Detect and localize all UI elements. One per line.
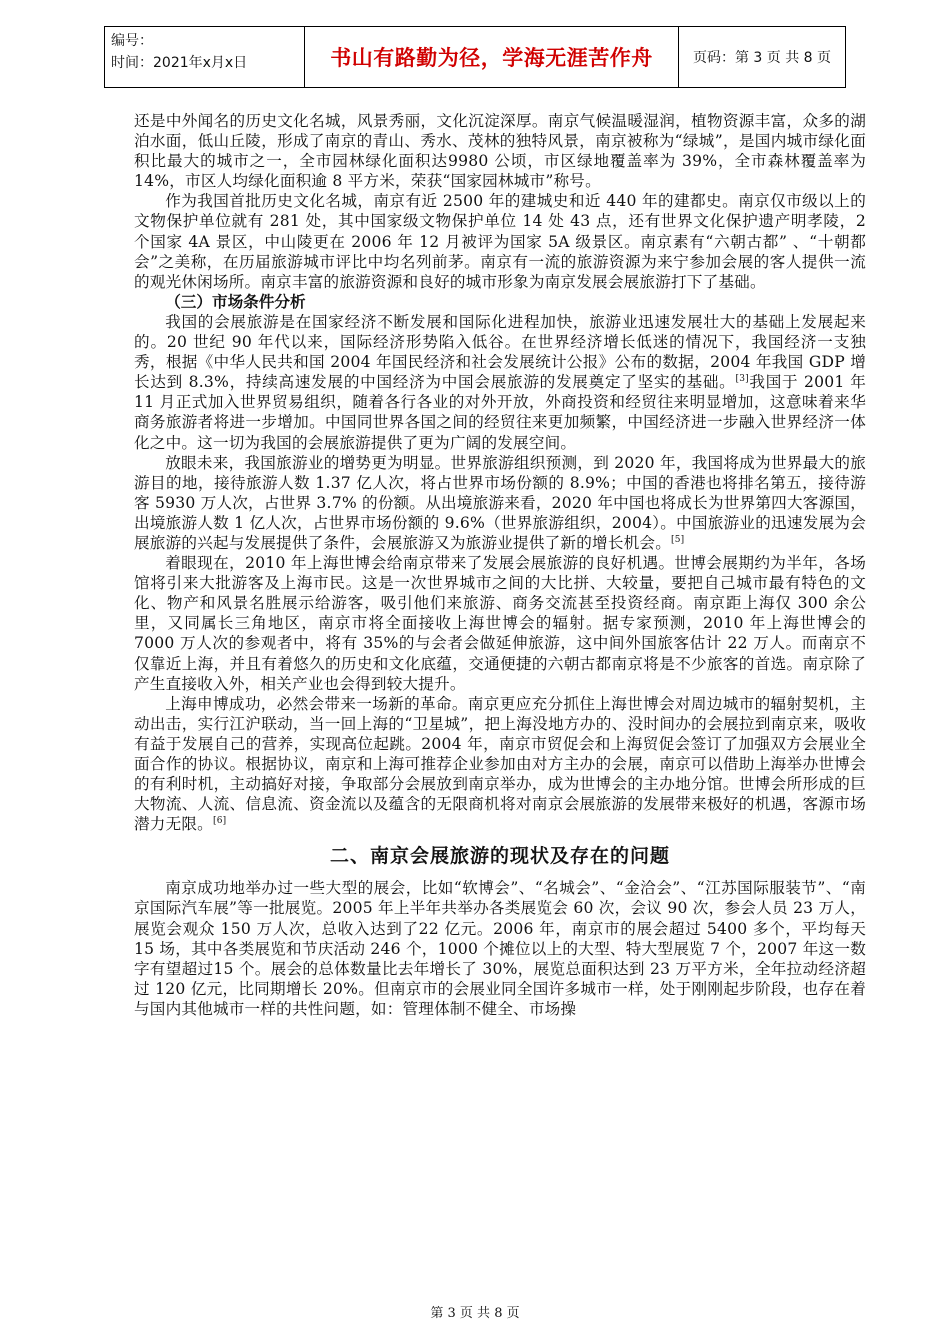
- paragraph-3-part-b: 我国于 2001 年 11 月正式加入世界贸易组织，随着各行各业的对外开放，外商投资和经贸往来明显增加，这意味着来华商务旅游者将进一步增加。中国同世界各国之间的经贸往来更加频繁，中国经济进一步融入世界经济一体化之中。这一切为我国的会展旅游提供了更为广阔的发展空间。: [134, 373, 866, 452]
- paragraph-6-text: 上海申博成功，必然会带来一场新的革命。南京更应充分抓住上海世博会对周边城市的辐射契机，主动出击，实行江沪联动，当一回上海的“卫星城”，把上海没地方办的、没时间办的会展拉到南京来，吸收有益于发展自己的营养，实现高位起跳。2004 年，南京市贸促会和上海贸促会签订了加强双方会展业全面合作的协议。根据协议，南京和上海可推荐企业参加由对方主办的会展，南京可以借助上海举办世博会的有利时机，主动搞好对接，争取部分会展放到南京举办，成为世博会的主办地分馆。世博会所形成的巨大物流、人流、信息流、资金流以及蕴含的无限商机将对南京会展旅游的发展带来极好的机遇，客源市场潜力无限。: [134, 694, 866, 834]
- doc-number-label: 编号：: [111, 33, 153, 49]
- page-header: [104, 26, 846, 88]
- paragraph-5: 着眼现在，2010 年上海世博会给南京带来了发展会展旅游的良好机遇。世博会展期约为半年，各场馆将引来大批游客及上海市民。这是一次世界城市之间的大比拼、大较量，要把自己城市最有特色的文化、物产和风景名胜展示给游客，吸引他们来旅游、商务交流甚至投资经商。南京距上海仅 300 余公里，又同属长三角地区，南京市将全面接收上海世博会的辐射。据专家预测，2010 年上海世博会的 7000 万人次的参观者中，将有 35%的与会者会做延伸旅游，这中间外国旅客估计 22 万人。而南京不仅靠近上海，并且有着悠久的历史和文化底蕴，交通便捷的六朝古都南京将是不少旅客的首选。南京除了产生直接收入外，相关产业也会得到较大提升。: [134, 554, 866, 693]
- header-motto: 书山有路勤为径，学海无涯苦作舟: [305, 27, 679, 87]
- document-body: [134, 111, 866, 1019]
- paragraph-4-text: 放眼未来，我国旅游业的增势更为明显。世界旅游组织预测，到 2020 年，我国将成为世界最大的旅游目的地，接待旅游人数 1.37 亿人次，将占世界市场份额的 8.9%；中国的香港也将排名第五，接待游客 5930 万人次，占世界 3.7% 的份额。从出境旅游来看，2020 年中国也将成长为世界第四大客源国，出境旅游人数 1 亿人次，占世界市场份额的 9.6%（世界旅游组织，2004）。中国旅游业的迅速发展为会展旅游的兴起与发展提供了条件，会展旅游又为旅游业提供了新的增长机会。: [134, 453, 866, 552]
- paragraph-7: 南京成功地举办过一些大型的展会，比如“软博会”、“名城会”、“金洽会”、“江苏国际服装节”、“南京国际汽车展”等一批展览。2005 年上半年共举办各类展览会 60 次，会议 90 次，参会人员 23 万人，展览会观众 150 万人次，总收入达到了22 亿元。2006 年，南京市的展会超过 5400 多个，平均每天 15 场，其中各类展览和节庆活动 246 个，1000 个摊位以上的大型、特大型展览 7 个，2007 年这一数字有望超过15 个。展会的总体数量比去年增长了 30%，展览总面积达到 23 万平方米，全年拉动经济超过 120 亿元，比同期增长 20%。但南京市的会展业同全国许多城市一样，处于刚刚起步阶段，也存在着与国内其他城市一样的共性问题，如：管理体制不健全、市场操: [134, 879, 866, 1018]
- citation-5: [5]: [671, 534, 685, 545]
- paragraph-6: [134, 694, 866, 835]
- header-meta: [105, 27, 305, 87]
- citation-3: [3]: [735, 374, 749, 385]
- date-label: 时间：2021年x月x日: [111, 55, 248, 71]
- paragraph-4: [134, 453, 866, 553]
- header-page-label: 页码：第 3 页 共 8 页: [692, 50, 832, 66]
- paragraph-1: 还是中外闻名的历史文化名城，风景秀丽，文化沉淀深厚。南京气候温暖湿润，植物资源丰富，众多的湖泊水面，低山丘陵，形成了南京的青山、秀水、茂林的独特风景，南京被称为“绿城”，是国内城市绿化面积比最大的城市之一，全市园林绿化面积达9980 公顷，市区绿地覆盖率为 39%，全市森林覆盖率为 14%，市区人均绿化面积逾 8 平方米，荣获“国家园林城市”称号。: [134, 112, 866, 191]
- section-heading-status: 二、南京会展旅游的现状及存在的问题: [329, 845, 670, 868]
- paragraph-3-part-a: 我国的会展旅游是在国家经济不断发展和国际化进程加快，旅游业迅速发展壮大的基础上发展起来的。20 世纪 90 年代以来，国际经济形势陷入低谷。在世界经济增长低迷的情况下，我国经济一支独秀，根据《中华人民共和国 2004 年国民经济和社会发展统计公报》公布的数据，2004 年我国 GDP 增长达到 8.3%，持续高速发展的中国经济为中国会展旅游的发展奠定了坚实的基础。: [134, 312, 866, 392]
- section-heading-market: （三）市场条件分析: [165, 292, 306, 311]
- citation-6: [6]: [212, 816, 227, 827]
- page-footer: 第 3 页 共 8 页: [430, 1306, 520, 1321]
- paragraph-2: 作为我国首批历史文化名城，南京有近 2500 年的建城史和近 440 年的建都史。南京仅市级以上的文物保护单位就有 281 处，其中国家级文物保护单位 14 处 43 点，还有世界文化保护遗产明孝陵，2 个国家 4A 景区，中山陵更在 2006 年 12 月被评为国家 5A 级景区。南京素有“六朝古都” 、“十朝都会”之美称，在历届旅游城市评比中均名列前茅。南京有一流的旅游资源为来宁参加会展的客人提供一流的观光休闲场所。南京丰富的旅游资源和良好的城市形象为南京发展会展旅游打下了基础。: [134, 192, 866, 291]
- paragraph-3: [134, 312, 866, 453]
